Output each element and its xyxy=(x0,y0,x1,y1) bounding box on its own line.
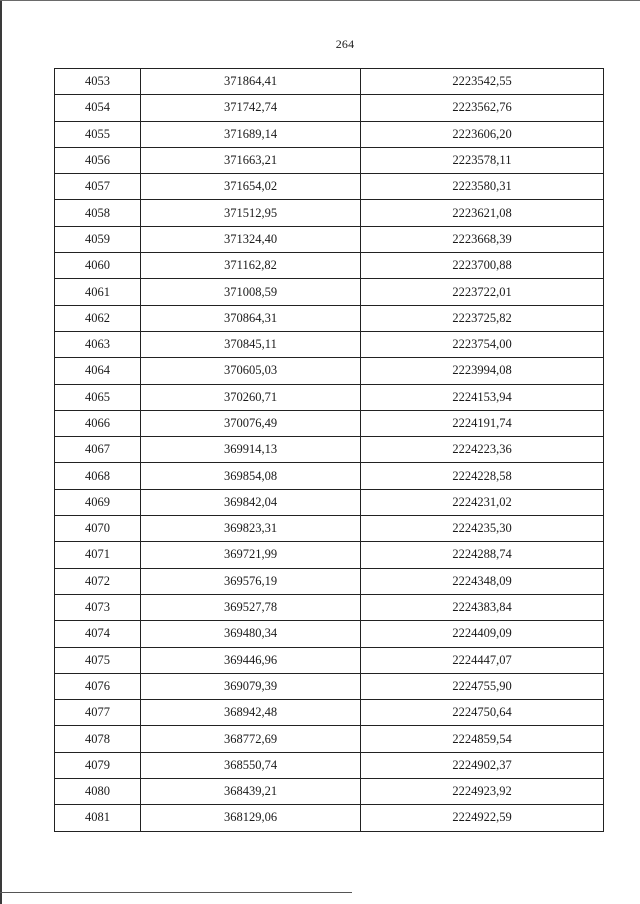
y-coordinate-cell: 2223722,01 xyxy=(361,279,604,305)
point-number-cell: 4066 xyxy=(55,410,141,436)
y-coordinate-cell: 2223578,11 xyxy=(361,147,604,173)
table-row xyxy=(55,489,604,515)
point-number-cell: 4054 xyxy=(55,95,141,121)
x-coordinate-cell: 368129,06 xyxy=(141,805,361,831)
point-number-cell: 4058 xyxy=(55,200,141,226)
x-coordinate-cell: 368772,69 xyxy=(141,726,361,752)
y-coordinate-cell: 2223562,76 xyxy=(361,95,604,121)
table-row xyxy=(55,305,604,331)
table-row xyxy=(55,226,604,252)
x-coordinate-cell: 368439,21 xyxy=(141,779,361,805)
x-coordinate-cell: 369576,19 xyxy=(141,568,361,594)
y-coordinate-cell: 2224288,74 xyxy=(361,542,604,568)
table-row xyxy=(55,121,604,147)
x-coordinate-cell: 371742,74 xyxy=(141,95,361,121)
point-number-cell: 4057 xyxy=(55,174,141,200)
y-coordinate-cell: 2224191,74 xyxy=(361,410,604,436)
y-coordinate-cell: 2224922,59 xyxy=(361,805,604,831)
x-coordinate-cell: 369527,78 xyxy=(141,594,361,620)
table-row xyxy=(55,805,604,831)
x-coordinate-cell: 371663,21 xyxy=(141,147,361,173)
y-coordinate-cell: 2223621,08 xyxy=(361,200,604,226)
x-coordinate-cell: 369446,96 xyxy=(141,647,361,673)
point-number-cell: 4059 xyxy=(55,226,141,252)
table-row xyxy=(55,673,604,699)
point-number-cell: 4074 xyxy=(55,621,141,647)
table-row xyxy=(55,516,604,542)
y-coordinate-cell: 2223725,82 xyxy=(361,305,604,331)
point-number-cell: 4071 xyxy=(55,542,141,568)
x-coordinate-cell: 369480,34 xyxy=(141,621,361,647)
x-coordinate-cell: 371324,40 xyxy=(141,226,361,252)
point-number-cell: 4080 xyxy=(55,779,141,805)
point-number-cell: 4060 xyxy=(55,253,141,279)
table-row xyxy=(55,463,604,489)
x-coordinate-cell: 370864,31 xyxy=(141,305,361,331)
table-row xyxy=(55,358,604,384)
coordinates-table-body xyxy=(55,69,604,832)
y-coordinate-cell: 2223542,55 xyxy=(361,69,604,95)
point-number-cell: 4063 xyxy=(55,331,141,357)
x-coordinate-cell: 371162,82 xyxy=(141,253,361,279)
point-number-cell: 4079 xyxy=(55,752,141,778)
point-number-cell: 4081 xyxy=(55,805,141,831)
table-row xyxy=(55,95,604,121)
point-number-cell: 4061 xyxy=(55,279,141,305)
y-coordinate-cell: 2224409,09 xyxy=(361,621,604,647)
table-row xyxy=(55,69,604,95)
table-row xyxy=(55,726,604,752)
y-coordinate-cell: 2224228,58 xyxy=(361,463,604,489)
point-number-cell: 4073 xyxy=(55,594,141,620)
x-coordinate-cell: 369823,31 xyxy=(141,516,361,542)
point-number-cell: 4056 xyxy=(55,147,141,173)
scan-edge-top xyxy=(0,0,640,1)
point-number-cell: 4067 xyxy=(55,437,141,463)
table-row xyxy=(55,147,604,173)
y-coordinate-cell: 2224923,92 xyxy=(361,779,604,805)
y-coordinate-cell: 2224235,30 xyxy=(361,516,604,542)
y-coordinate-cell: 2224902,37 xyxy=(361,752,604,778)
x-coordinate-cell: 369842,04 xyxy=(141,489,361,515)
table-row xyxy=(55,752,604,778)
y-coordinate-cell: 2224231,02 xyxy=(361,489,604,515)
y-coordinate-cell: 2224153,94 xyxy=(361,384,604,410)
point-number-cell: 4055 xyxy=(55,121,141,147)
point-number-cell: 4064 xyxy=(55,358,141,384)
y-coordinate-cell: 2224348,09 xyxy=(361,568,604,594)
point-number-cell: 4062 xyxy=(55,305,141,331)
footer-rule xyxy=(0,892,352,893)
x-coordinate-cell: 369079,39 xyxy=(141,673,361,699)
table-row xyxy=(55,594,604,620)
table-row xyxy=(55,200,604,226)
y-coordinate-cell: 2223700,88 xyxy=(361,253,604,279)
y-coordinate-cell: 2224859,54 xyxy=(361,726,604,752)
x-coordinate-cell: 371654,02 xyxy=(141,174,361,200)
y-coordinate-cell: 2224223,36 xyxy=(361,437,604,463)
x-coordinate-cell: 369914,13 xyxy=(141,437,361,463)
x-coordinate-cell: 368550,74 xyxy=(141,752,361,778)
table-row xyxy=(55,621,604,647)
x-coordinate-cell: 370076,49 xyxy=(141,410,361,436)
point-number-cell: 4070 xyxy=(55,516,141,542)
table-row xyxy=(55,779,604,805)
x-coordinate-cell: 369854,08 xyxy=(141,463,361,489)
table-row xyxy=(55,410,604,436)
y-coordinate-cell: 2224750,64 xyxy=(361,700,604,726)
x-coordinate-cell: 370845,11 xyxy=(141,331,361,357)
x-coordinate-cell: 369721,99 xyxy=(141,542,361,568)
y-coordinate-cell: 2224755,90 xyxy=(361,673,604,699)
coordinates-table xyxy=(54,68,604,832)
x-coordinate-cell: 368942,48 xyxy=(141,700,361,726)
point-number-cell: 4072 xyxy=(55,568,141,594)
table-row xyxy=(55,331,604,357)
y-coordinate-cell: 2223668,39 xyxy=(361,226,604,252)
y-coordinate-cell: 2223580,31 xyxy=(361,174,604,200)
x-coordinate-cell: 371008,59 xyxy=(141,279,361,305)
point-number-cell: 4065 xyxy=(55,384,141,410)
point-number-cell: 4069 xyxy=(55,489,141,515)
y-coordinate-cell: 2223754,00 xyxy=(361,331,604,357)
table-row xyxy=(55,647,604,673)
table-row xyxy=(55,700,604,726)
table-row xyxy=(55,568,604,594)
y-coordinate-cell: 2224383,84 xyxy=(361,594,604,620)
point-number-cell: 4076 xyxy=(55,673,141,699)
point-number-cell: 4053 xyxy=(55,69,141,95)
table-row xyxy=(55,542,604,568)
table-row xyxy=(55,384,604,410)
x-coordinate-cell: 371864,41 xyxy=(141,69,361,95)
x-coordinate-cell: 370605,03 xyxy=(141,358,361,384)
scan-edge-left xyxy=(0,0,2,904)
x-coordinate-cell: 370260,71 xyxy=(141,384,361,410)
point-number-cell: 4077 xyxy=(55,700,141,726)
table-row xyxy=(55,174,604,200)
point-number-cell: 4075 xyxy=(55,647,141,673)
x-coordinate-cell: 371689,14 xyxy=(141,121,361,147)
y-coordinate-cell: 2223606,20 xyxy=(361,121,604,147)
table-row xyxy=(55,437,604,463)
table-row xyxy=(55,253,604,279)
y-coordinate-cell: 2223994,08 xyxy=(361,358,604,384)
page-number: 264 xyxy=(335,37,355,51)
point-number-cell: 4068 xyxy=(55,463,141,489)
point-number-cell: 4078 xyxy=(55,726,141,752)
y-coordinate-cell: 2224447,07 xyxy=(361,647,604,673)
x-coordinate-cell: 371512,95 xyxy=(141,200,361,226)
table-row xyxy=(55,279,604,305)
